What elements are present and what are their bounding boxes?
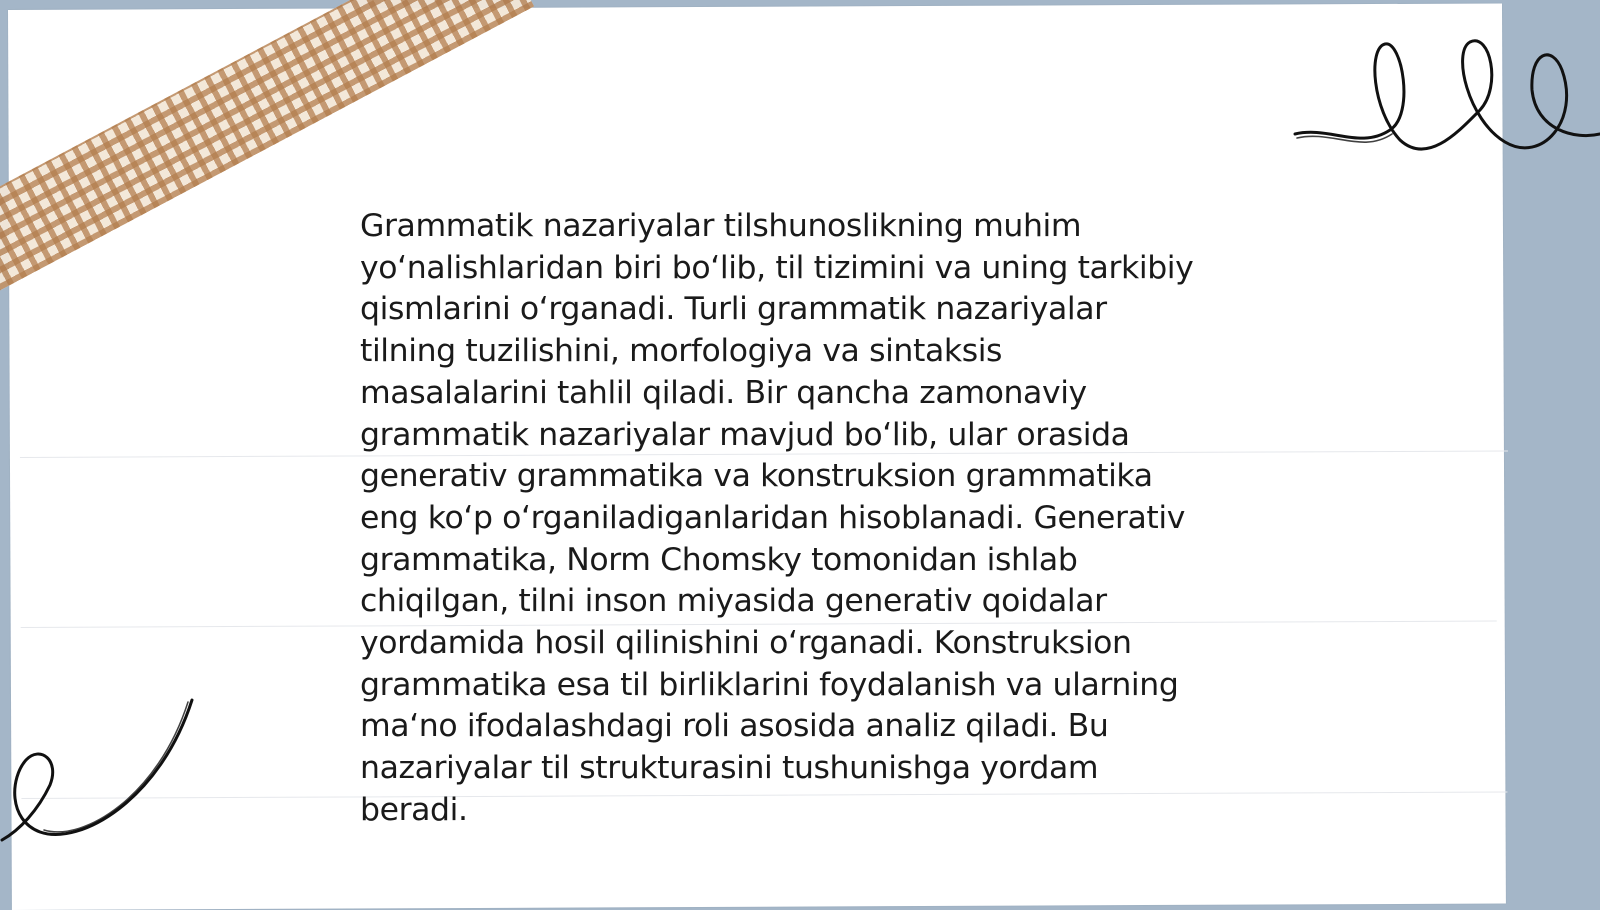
swoosh-doodle-bottom-left [0,690,200,850]
loop-doodle-top-right [1290,30,1600,170]
main-paragraph: Grammatik nazariyalar tilshunoslikning muhim yoʻnalishlaridan biri boʻlib, til tizimini va uning tarkibiy qismlarini oʻrganadi. Turli grammatik nazariyalar tilning tuzilishini, morfologiya va sintaksis masalalarini tahlil qiladi. Bir qancha zamonaviy grammatik nazariyalar mavjud boʻlib, ular orasida generativ grammatika va konstruksion grammatika eng koʻp oʻrganiladiganlaridan hisoblanadi. Generativ grammatika, Norm Chomsky tomonidan ishlab chiqilgan, tilni inson miyasida generativ qoidalar yordamida hosil qilinishini oʻrganadi. Konstruksion grammatika esa til birliklarini foydalanish va ularning maʻno ifodalashdagi roli asosida analiz qiladi. Bu nazariyalar til strukturasini tushunishga yordam beradi. [360,208,1194,828]
